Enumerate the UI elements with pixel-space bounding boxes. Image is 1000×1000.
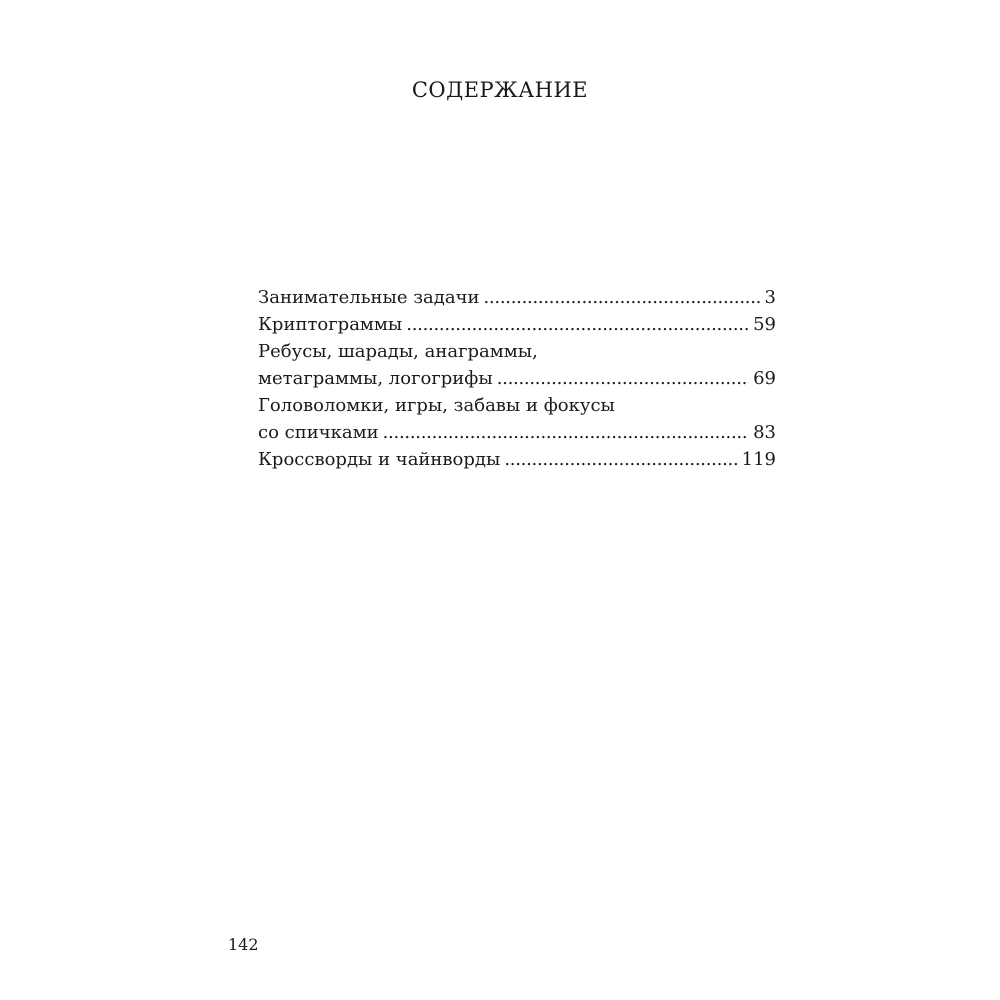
toc-entry-title-line-1: Ребусы, шарады, анаграммы, <box>258 341 538 362</box>
table-of-contents <box>258 284 776 473</box>
dot-leader <box>504 446 737 473</box>
toc-page-number: 59 <box>753 314 776 335</box>
toc-page-number: 119 <box>741 449 776 470</box>
page-title: СОДЕРЖАНИЕ <box>411 78 589 102</box>
toc-entry-title: Криптограммы <box>258 314 403 335</box>
toc-entry-title-line-2: метаграммы, логогрифы <box>258 368 493 389</box>
dot-leader <box>483 284 760 311</box>
toc-entry-5 <box>258 446 776 473</box>
dot-leader <box>497 365 749 392</box>
toc-entry-3 <box>258 338 776 392</box>
toc-entry-title: Кроссворды и чайнворды <box>258 449 501 470</box>
toc-page-number: 83 <box>753 422 776 443</box>
toc-entry-1 <box>258 284 776 311</box>
dot-leader <box>406 311 749 338</box>
page-number: 142 <box>228 935 259 954</box>
toc-page-number: 3 <box>764 287 776 308</box>
toc-entry-4 <box>258 392 776 446</box>
toc-page-number: 69 <box>753 368 776 389</box>
toc-entry-title-line-1: Головоломки, игры, забавы и фокусы <box>258 395 615 416</box>
toc-entry-title: Занимательные задачи <box>258 287 480 308</box>
toc-entry-title-line-2: со спичками <box>258 422 379 443</box>
toc-entry-2 <box>258 311 776 338</box>
dot-leader <box>383 419 749 446</box>
